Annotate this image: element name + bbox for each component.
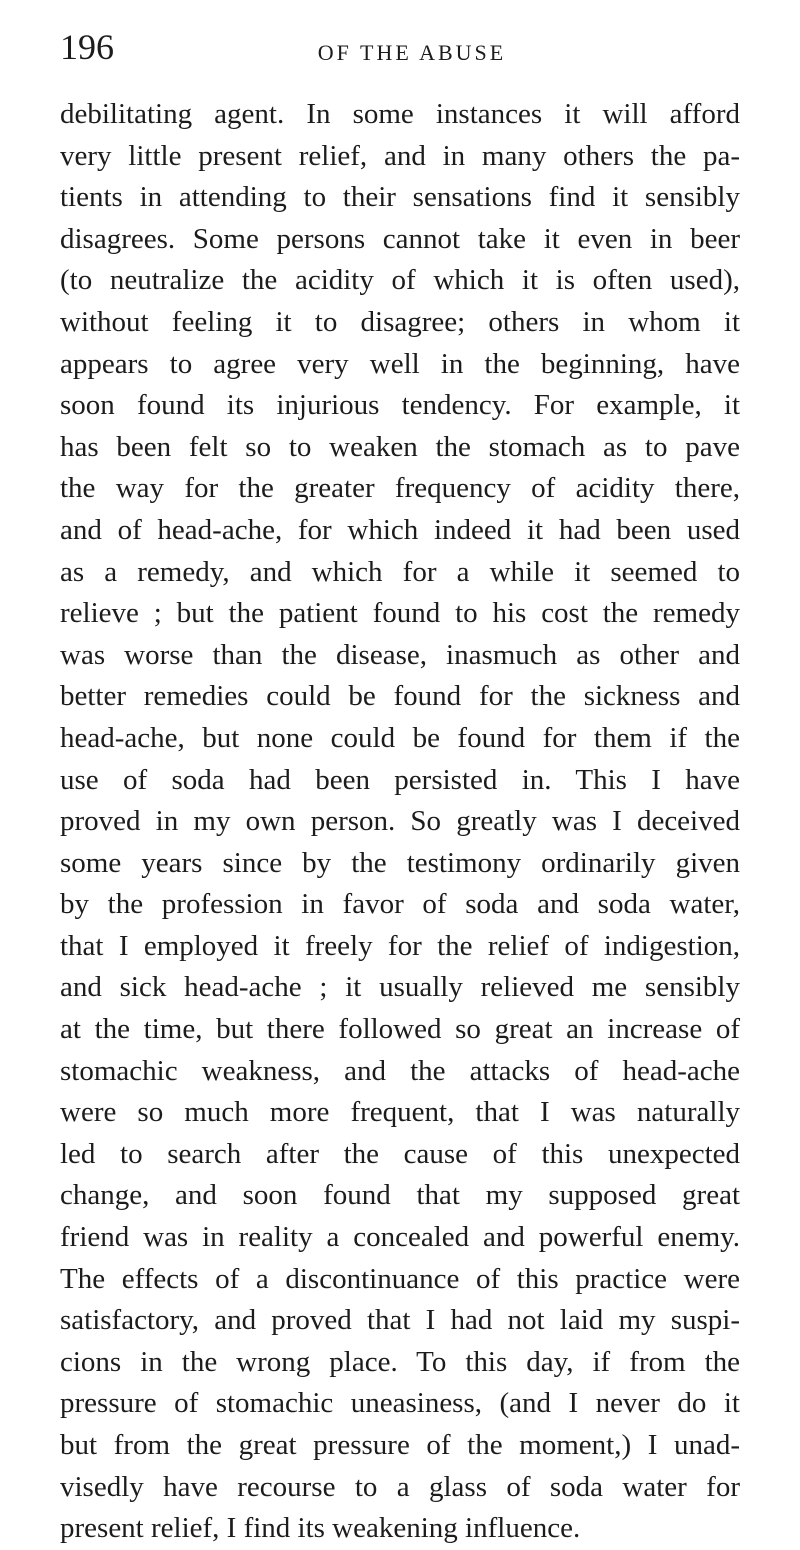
text-line: (to neutralize the acidity of which it is often used), (60, 264, 740, 297)
text-line: friend was in reality a concealed and powerful enemy. (60, 1221, 740, 1254)
text-line: pressure of stomachic uneasiness, (and I never do it (60, 1387, 740, 1420)
text-line: visedly have recourse to a glass of soda water for (60, 1470, 740, 1503)
text-line: at the time, but there followed so great an increase of (60, 1013, 740, 1046)
text-line: cions in the wrong place. To this day, if from the (60, 1345, 740, 1378)
text-line: as a remedy, and which for a while it seemed to (60, 555, 740, 588)
running-head (60, 20, 740, 80)
text-line: led to search after the cause of this unexpected (60, 1137, 740, 1170)
text-line: the way for the greater frequency of acidity there, (60, 472, 740, 505)
text-line: that I employed it freely for the relief of indigestion, (60, 929, 740, 962)
text-line: and of head-ache, for which indeed it had been used (60, 513, 740, 546)
body-paragraph (60, 94, 740, 1550)
text-line: change, and soon found that my supposed great (60, 1179, 740, 1212)
text-line: were so much more frequent, that I was naturally (60, 1096, 740, 1129)
text-line: use of soda had been persisted in. This I have (60, 763, 740, 796)
text-line: soon found its injurious tendency. For example, it (60, 389, 740, 422)
text-line: relieve ; but the patient found to his cost the remedy (60, 597, 740, 630)
text-line: and sick head-ache ; it usually relieved me sensibly (60, 971, 740, 1004)
text-line: stomachic weakness, and the attacks of head-ache (60, 1054, 740, 1087)
text-line: some years since by the testimony ordinarily given (60, 846, 740, 879)
page-number: 196 (60, 27, 114, 67)
running-title: OF THE ABUSE (317, 40, 507, 65)
text-line: was worse than the disease, inasmuch as other and (60, 638, 740, 671)
text-line: debilitating agent. In some instances it will afford (60, 98, 740, 130)
text-line: by the profession in favor of soda and soda water, (60, 888, 740, 921)
text-line: better remedies could be found for the sickness and (60, 680, 740, 713)
text-line: tients in attending to their sensations find it sensibly (60, 181, 740, 214)
text-line: has been felt so to weaken the stomach as to pave (60, 430, 740, 463)
text-line: without feeling it to disagree; others in whom it (60, 305, 740, 338)
text-line: very little present relief, and in many others the pa- (60, 139, 740, 172)
text-line: but from the great pressure of the moment,) I unad- (60, 1429, 740, 1461)
text-line: head-ache, but none could be found for them if the (60, 721, 740, 754)
text-line: present relief, I find its weakening influence. (60, 1512, 581, 1545)
text-line: The effects of a discontinuance of this practice were (60, 1262, 740, 1295)
text-line: disagrees. Some persons cannot take it even in beer (60, 222, 740, 255)
text-line: appears to agree very well in the beginning, have (60, 347, 740, 380)
text-line: proved in my own person. So greatly was I deceived (60, 805, 740, 838)
text-line: satisfactory, and proved that I had not laid my suspi- (60, 1304, 740, 1337)
